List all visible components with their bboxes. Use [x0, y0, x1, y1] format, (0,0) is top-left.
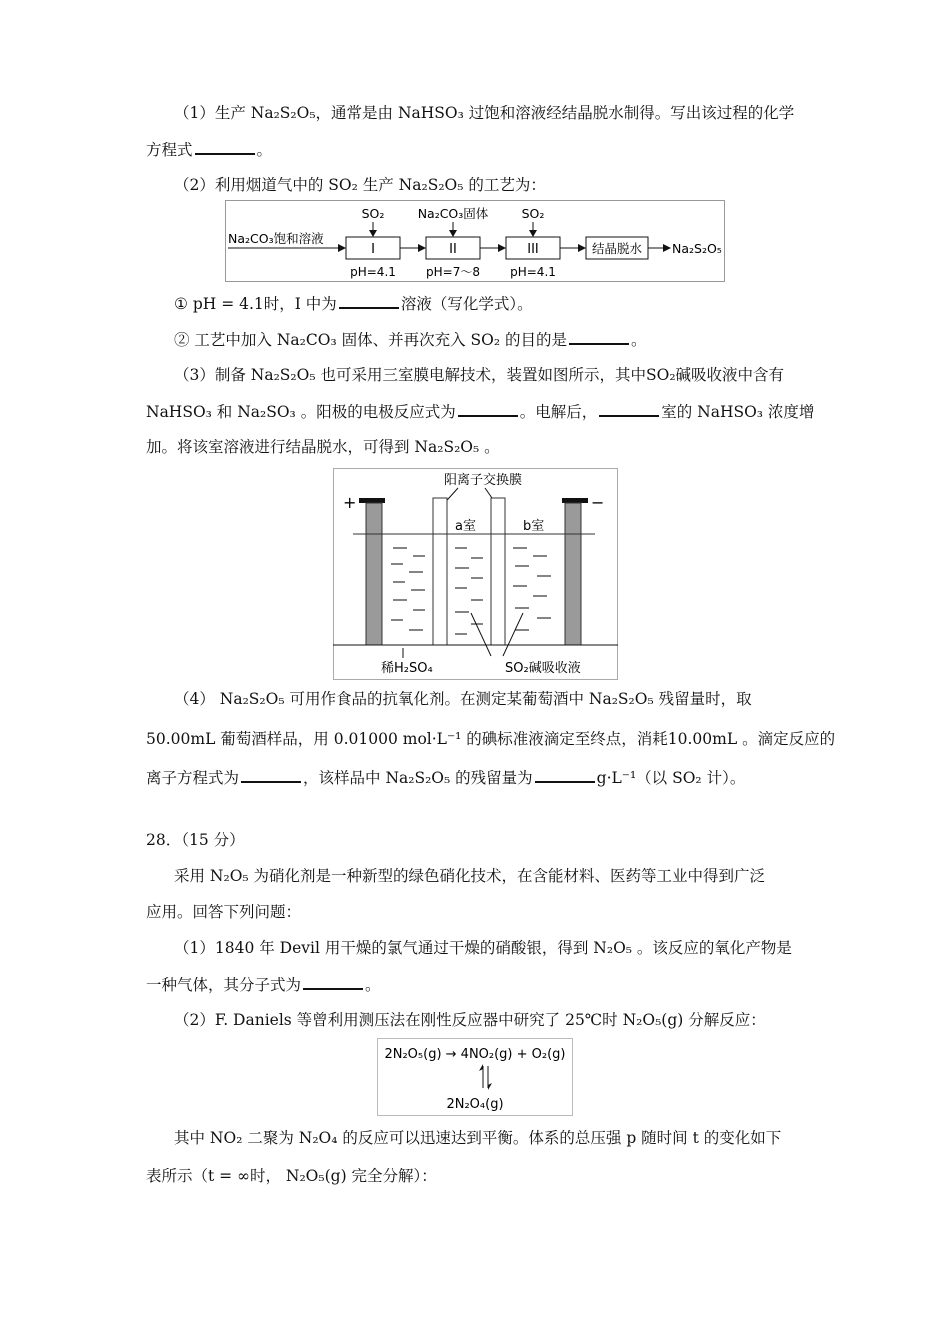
input-2: Na₂CO₃固体	[417, 206, 489, 221]
reaction-top: 2N₂O₅(g) → 4NO₂(g) + O₂(g)	[384, 1047, 566, 1062]
q27-part1-line2	[146, 139, 272, 160]
step-1: I	[371, 242, 375, 257]
q27-part4-line2: 50.00mL 葡萄酒样品，用 0.01000 mol·L⁻¹ 的碘标准液滴定至终点，消耗10.00mL 。滴定反应的	[146, 730, 836, 748]
anode-sign: +	[343, 493, 357, 512]
text: ② 工艺中加入 Na₂CO₃ 固体、并再次充入 SO₂ 的目的是	[174, 331, 567, 349]
process-flow-diagram	[225, 200, 725, 282]
room-b-label: b室	[523, 519, 545, 534]
absorber-label: SO₂碱吸收液	[505, 661, 581, 676]
ph-1: pH=4.1	[350, 265, 396, 279]
answer-blank[interactable]	[339, 293, 399, 309]
q28-part2-line2: 表所示（t = ∞时， N₂O₅(g) 完全分解）：	[146, 1167, 437, 1185]
input-1: SO₂	[361, 206, 385, 221]
text: 。	[630, 331, 647, 349]
q27-part2-intro: （2）利用烟道气中的 SO₂ 生产 Na₂S₂O₅ 的工艺为：	[174, 176, 546, 194]
q28-intro-line1: 采用 N₂O₅ 为硝化剂是一种新型的绿色硝化技术，在含能材料、医药等工业中得到广泛	[174, 867, 766, 885]
reaction-bottom: 2N₂O₄(g)	[446, 1097, 504, 1112]
text: 溶液（写化学式）。	[400, 295, 533, 313]
flow-product: Na₂S₂O₅	[672, 241, 722, 256]
membrane-label: 阳离子交换膜	[443, 473, 523, 488]
answer-blank[interactable]	[535, 767, 595, 783]
text: NaHSO₃ 和 Na₂SO₃ 。阳极的电极反应式为	[146, 403, 456, 421]
text: 。	[365, 976, 381, 994]
flow-start: Na₂CO₃饱和溶液	[228, 231, 324, 246]
acid-label: 稀H₂SO₄	[381, 661, 433, 676]
input-3: SO₂	[521, 206, 545, 221]
dehydrate-box: 结晶脱水	[591, 241, 643, 256]
q27-part4-line3	[146, 767, 745, 788]
step-2: II	[449, 242, 457, 257]
text: 。电解后，	[519, 403, 598, 421]
text: ① pH = 4.1时，I 中为	[174, 295, 337, 313]
answer-blank[interactable]	[241, 767, 301, 783]
reaction-scheme	[377, 1038, 573, 1116]
answer-blank[interactable]	[303, 974, 363, 990]
q28-part1-line2	[146, 974, 381, 995]
text: 方程式	[146, 141, 193, 159]
text: 。	[256, 141, 273, 159]
q27-item2	[174, 329, 647, 350]
q28-part2-line1: 其中 NO₂ 二聚为 N₂O₄ 的反应可以迅速达到平衡。体系的总压强 p 随时间 t 的变化如下	[174, 1129, 782, 1147]
electrolyte-dashes	[391, 548, 551, 634]
answer-blank[interactable]	[458, 401, 518, 417]
text: 一种气体，其分子式为	[146, 976, 302, 994]
q28-intro-line2: 应用。回答下列问题：	[146, 903, 302, 921]
text: g·L⁻¹（以 SO₂ 计）。	[596, 769, 746, 787]
step-3: III	[527, 242, 539, 257]
q28-part2-intro: （2）F. Daniels 等曾利用测压法在刚性反应器中研究了 25℃时 N₂O₅(g) 分解反应：	[174, 1011, 766, 1029]
answer-blank[interactable]	[195, 139, 255, 155]
q28-part1-line1: （1）1840 年 Devil 用干燥的氯气通过干燥的硝酸银，得到 N₂O₅ 。该反应的氧化产物是	[174, 939, 792, 957]
answer-blank[interactable]	[569, 329, 629, 345]
cathode-sign: −	[591, 493, 605, 512]
ph-2: pH=7～8	[426, 265, 480, 279]
q27-part3-line1: （3）制备 Na₂S₂O₅ 也可采用三室膜电解技术，装置如图所示，其中SO₂碱吸收液中含有	[174, 366, 785, 384]
text: ，该样品中 Na₂S₂O₅ 的残留量为	[303, 769, 533, 787]
q27-part3-line3: 加。将该室溶液进行结晶脱水，可得到 Na₂S₂O₅ 。	[146, 438, 500, 456]
electrolysis-cell-diagram	[333, 468, 618, 680]
answer-blank[interactable]	[599, 401, 659, 417]
text: 离子方程式为	[146, 769, 240, 787]
q27-part1-line1: （1）生产 Na₂S₂O₅，通常是由 NaHSO₃ 过饱和溶液经结晶脱水制得。写出该过程的化学	[174, 104, 795, 122]
q28-heading: 28．（15 分）	[146, 831, 245, 849]
q27-item1	[174, 293, 533, 314]
room-a-label: a室	[455, 519, 476, 534]
q27-part3-line2	[146, 401, 814, 422]
q27-part4-line1: （4） Na₂S₂O₅ 可用作食品的抗氧化剂。在测定某葡萄酒中 Na₂S₂O₅ 残留量时，取	[174, 690, 752, 708]
text: 室的 NaHSO₃ 浓度增	[661, 403, 815, 421]
ph-3: pH=4.1	[510, 265, 556, 279]
